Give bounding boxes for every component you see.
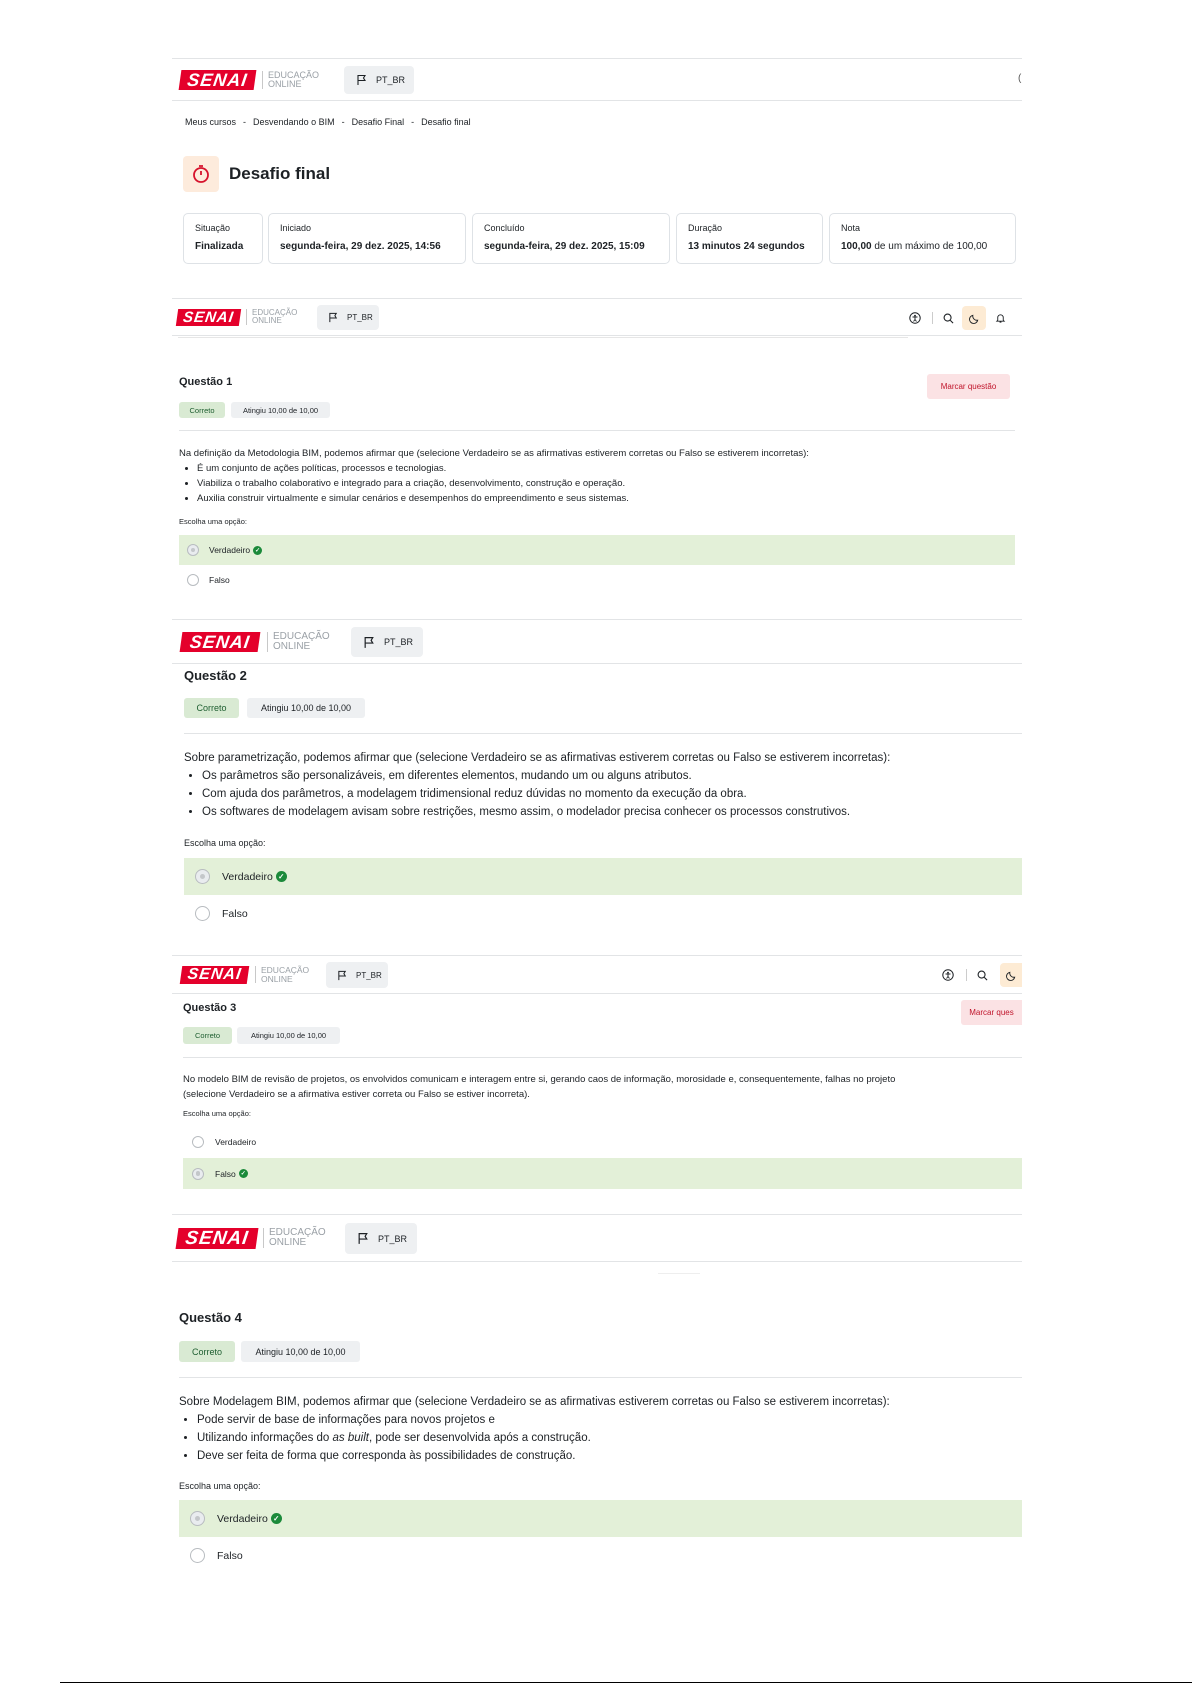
logo-subtitle <box>255 966 309 983</box>
statement-item: • Com ajuda dos parâmetros, a modelagem tridimensional reduz dúvidas no momento da execução da obra. <box>202 785 1022 803</box>
radio-button[interactable] <box>195 906 210 921</box>
logo-sub-2: ONLINE <box>273 641 311 652</box>
option-label: Falso <box>209 575 230 585</box>
answer-option-falso[interactable] <box>179 565 1015 595</box>
grade-badge: Atingiu 10,00 de 10,00 <box>241 1341 360 1362</box>
accessibility-icon <box>909 312 921 324</box>
summary-label: Nota <box>841 223 861 233</box>
statement-emphasis: as built <box>332 1432 369 1444</box>
breadcrumb-item: Desafio final <box>421 117 471 127</box>
answer-option-verdadeiro[interactable] <box>179 1500 1022 1537</box>
choose-label: Escolha uma opção: <box>179 1481 261 1491</box>
header-bar-4 <box>180 961 1022 989</box>
check-circle-icon: ✓ <box>276 871 287 882</box>
summary-value: 13 minutos 24 segundos <box>688 241 805 252</box>
breadcrumb-item[interactable]: Desafio Final <box>351 117 405 127</box>
breadcrumb <box>185 117 471 127</box>
logo-sub-2: ONLINE <box>269 1237 307 1248</box>
breadcrumb-sep: - <box>243 117 247 127</box>
moon-icon <box>1006 970 1017 981</box>
senai-logo[interactable]: SENAI <box>179 70 257 90</box>
statement-text: , pode ser desenvolvida após a construção. <box>368 1432 591 1444</box>
accessibility-button[interactable] <box>905 308 925 328</box>
language-label: PT_BR <box>356 970 382 980</box>
option-label: Verdadeiro <box>222 870 273 883</box>
summary-nota <box>829 213 1016 264</box>
page-bottom-rule <box>60 1682 1192 1683</box>
question-title: Questão 2 <box>184 668 247 683</box>
breadcrumb-item[interactable]: Desvendando o BIM <box>253 117 335 127</box>
logo-sub-1: EDUCAÇÃO <box>269 1227 326 1238</box>
logo-subtitle <box>267 632 330 652</box>
logo-sub-2: ONLINE <box>268 79 302 89</box>
senai-logo[interactable]: SENAI <box>176 309 241 326</box>
language-button[interactable] <box>344 66 414 94</box>
option-label: Falso <box>215 1168 236 1179</box>
statement-item: • É um conjunto de ações políticas, processos e tecnologias. <box>197 461 1019 476</box>
breadcrumb-item[interactable]: Meus cursos <box>185 117 237 127</box>
question-text <box>179 1393 1022 1465</box>
choose-label: Escolha uma opção: <box>179 517 247 526</box>
header-bar-2 <box>175 304 1020 332</box>
check-circle-icon: ✓ <box>255 547 261 554</box>
accessibility-button[interactable] <box>938 965 958 985</box>
status-badge: Correto <box>183 1027 232 1044</box>
timer-icon <box>191 164 211 184</box>
statement-list <box>184 767 1022 821</box>
summary-value: segunda-feira, 29 dez. 2025, 15:09 <box>484 241 645 252</box>
answer-option-falso[interactable] <box>179 1537 1022 1574</box>
logo-sub-1: EDUCAÇÃO <box>261 965 310 975</box>
grade-badge: Atingiu 10,00 de 10,00 <box>247 698 365 718</box>
question-text <box>179 446 1019 506</box>
divider <box>966 969 967 981</box>
scroll-remnant <box>178 337 908 340</box>
radio-button[interactable] <box>190 1548 205 1563</box>
question-statement: Sobre Modelagem BIM, podemos afirmar que (selecione Verdadeiro se as afirmativas estiverem corretas ou Falso se estiverem incorretas): <box>179 1396 890 1408</box>
check-circle-icon: ✓ <box>240 1171 246 1177</box>
language-label: PT_BR <box>384 637 414 647</box>
logo-subtitle <box>246 309 297 325</box>
statement-item: • Viabiliza o trabalho colaborativo e integrado para a criação, desenvolvimento, construção e operação. <box>197 476 1019 491</box>
summary-value <box>841 241 987 252</box>
bell-icon <box>995 312 1006 324</box>
answer-option-falso[interactable] <box>184 895 1022 932</box>
language-button[interactable] <box>351 627 423 657</box>
page-title: Desafio final <box>229 164 331 183</box>
question-text <box>183 1072 1022 1102</box>
question-title: Questão 4 <box>179 1310 242 1325</box>
radio-button[interactable] <box>192 1168 204 1180</box>
summary-label: Concluído <box>484 223 525 233</box>
check-circle-icon: ✓ <box>271 1513 282 1524</box>
summary-label: Iniciado <box>280 223 312 233</box>
summary-duracao <box>676 213 823 264</box>
option-label: Falso <box>222 907 248 920</box>
logo-sub-2: ONLINE <box>252 316 282 325</box>
flag-icon <box>357 1232 370 1245</box>
logo-sub-2: ONLINE <box>261 973 293 984</box>
choose-label: Escolha uma opção: <box>183 1109 251 1118</box>
statement-item: • Auxilia construir virtualmente e simular cenários e desempenhos do empreendimento e seus sistemas. <box>197 491 1019 506</box>
accessibility-icon <box>942 969 954 981</box>
summary-value: Finalizada <box>195 241 244 252</box>
statement-list <box>179 461 1019 506</box>
theme-button[interactable] <box>1000 963 1022 987</box>
question-statement: (selecione Verdadeiro se a afirmativa estiver correta ou Falso se estiver incorreta). <box>183 1089 530 1100</box>
breadcrumb-sep: - <box>341 117 345 127</box>
summary-value: segunda-feira, 29 dez. 2025, 14:56 <box>280 241 441 252</box>
option-label: Verdadeiro <box>217 1512 268 1525</box>
notifications-button[interactable] <box>990 308 1010 328</box>
question-title: Questão 3 <box>183 1002 237 1014</box>
answer-option-falso[interactable] <box>183 1158 1022 1189</box>
search-button[interactable] <box>938 308 958 328</box>
question-text <box>184 749 1022 821</box>
question-statement: Na definição da Metodologia BIM, podemos afirmar que (selecione Verdadeiro se as afirmativas estiverem corretas ou Falso se estiverem incorretas): <box>179 448 809 459</box>
radio-button[interactable] <box>192 1136 204 1148</box>
timer-icon-box <box>183 156 219 192</box>
header-cut-icon: ( <box>1018 73 1022 84</box>
status-badge: Correto <box>179 402 225 418</box>
radio-button[interactable] <box>187 544 199 556</box>
header-bar-3 <box>180 625 1020 657</box>
status-badge: Correto <box>179 1341 235 1362</box>
question-statement: No modelo BIM de revisão de projetos, os envolvidos comunicam e interagem entre si, gerando caos de informação, morosidade e, consequentemente, falhas no projeto <box>183 1074 896 1085</box>
choose-label: Escolha uma opção: <box>184 838 266 848</box>
moon-icon <box>969 313 980 324</box>
language-label: PT_BR <box>347 313 373 322</box>
flag-icon <box>363 636 376 649</box>
senai-logo[interactable]: SENAI <box>180 966 250 984</box>
status-badge: Correto <box>184 698 239 718</box>
language-button[interactable] <box>326 962 388 988</box>
grade-max: de um máximo de 100,00 <box>871 241 988 252</box>
statement-item: • Pode servir de base de informações para novos projetos e <box>197 1411 1022 1429</box>
summary-label: Situação <box>195 223 231 233</box>
flag-icon <box>328 312 339 323</box>
summary-concluido <box>472 213 670 264</box>
mark-question-button[interactable]: Marcar questão <box>927 374 1010 399</box>
senai-logo[interactable]: SENAI <box>176 1228 259 1249</box>
language-label: PT_BR <box>378 1233 408 1244</box>
radio-button[interactable] <box>187 574 199 586</box>
statement-item <box>197 1429 1022 1447</box>
header-bar-5 <box>175 1221 1020 1254</box>
logo-sub-1: EDUCAÇÃO <box>252 308 298 317</box>
answer-option-verdadeiro[interactable] <box>184 858 1022 895</box>
divider <box>932 312 933 324</box>
search-button[interactable] <box>972 965 992 985</box>
radio-button[interactable] <box>190 1511 205 1526</box>
option-label: Falso <box>217 1549 243 1562</box>
language-label: PT_BR <box>376 75 406 85</box>
search-icon <box>977 970 988 981</box>
grade-badge: Atingiu 10,00 de 10,00 <box>231 402 330 418</box>
answer-option-verdadeiro[interactable] <box>183 1126 1022 1157</box>
theme-button[interactable] <box>962 306 986 330</box>
logo-sub-1: EDUCAÇÃO <box>268 70 320 80</box>
logo-subtitle <box>263 1228 326 1248</box>
logo-sub-1: EDUCAÇÃO <box>273 631 330 642</box>
header-bar-1 <box>180 66 1020 96</box>
option-label: Verdadeiro <box>209 545 251 555</box>
radio-button[interactable] <box>195 869 210 884</box>
statement-list <box>179 1411 1022 1465</box>
scroll-remnant <box>658 1273 700 1274</box>
statement-item: • Os parâmetros são personalizáveis, em diferentes elementos, mudando um ou alguns atributos. <box>202 767 1022 785</box>
flag-icon <box>356 74 368 86</box>
statement-item: • Os softwares de modelagem avisam sobre restrições, mesmo assim, o modelador precisa conhecer os processos construtivos. <box>202 803 1022 821</box>
breadcrumb-sep: - <box>411 117 415 127</box>
option-label: Verdadeiro <box>215 1136 257 1147</box>
statement-text: Utilizando informações do <box>197 1432 333 1444</box>
language-button[interactable] <box>345 1223 417 1254</box>
grade-value: 100,00 <box>841 241 872 252</box>
grade-badge: Atingiu 10,00 de 10,00 <box>237 1027 340 1044</box>
language-button[interactable] <box>317 305 379 330</box>
mark-question-button[interactable]: Marcar ques <box>961 1000 1022 1025</box>
statement-item: • Deve ser feita de forma que corresponda às possibilidades de construção. <box>197 1447 1022 1465</box>
summary-situacao <box>183 213 263 264</box>
question-title: Questão 1 <box>179 376 233 388</box>
answer-option-verdadeiro[interactable] <box>179 535 1015 565</box>
flag-icon <box>337 970 348 981</box>
summary-iniciado <box>268 213 466 264</box>
question-statement: Sobre parametrização, podemos afirmar que (selecione Verdadeiro se as afirmativas estiverem corretas ou Falso se estiverem incorretas): <box>184 752 891 764</box>
summary-label: Duração <box>688 223 723 233</box>
logo-subtitle <box>262 71 319 89</box>
search-icon <box>943 313 954 324</box>
senai-logo[interactable]: SENAI <box>180 632 261 652</box>
